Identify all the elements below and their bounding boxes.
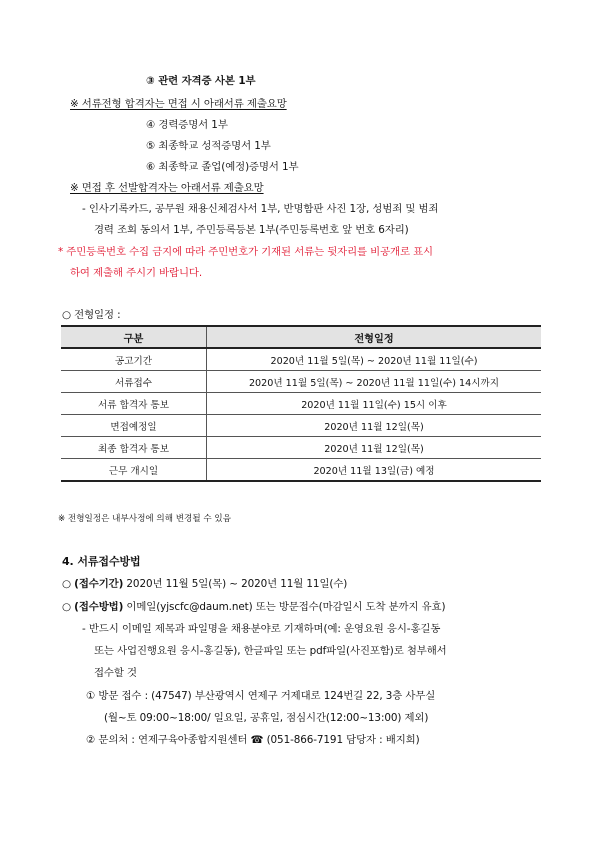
table-cell: 면접예정일 xyxy=(61,415,207,437)
required-document-item: ④ 경력증명서 1부 xyxy=(146,119,228,131)
bullet: ○ xyxy=(62,601,71,613)
section3-heading: ③ 관련 자격증 사본 1부 xyxy=(146,75,256,87)
document-note: ※ 서류전형 합격자는 면접 시 아래서류 제출요망 xyxy=(70,98,287,110)
contact-info: ② 문의처 : 연제구육아종합지원센터 ☎ (051-866-7191 담당자 : 배지희) xyxy=(86,734,420,746)
table-cell: 서류 합격자 통보 xyxy=(61,393,207,415)
email-instruction-line: 또는 사업진행요원 응시-홍길동), 한글파일 또는 pdf파일(사진포함)로 첨부해서 xyxy=(94,645,447,657)
bullet: ○ xyxy=(62,578,71,590)
visit-address: ① 방문 접수 : (47547) 부산광역시 연제구 거제대로 124번길 22, 3층 사무실 xyxy=(86,690,436,702)
schedule-footnote: ※ 전형일정은 내부사정에 의해 변경될 수 있음 xyxy=(58,514,232,524)
reception-period-value: 2020년 11월 5일(목) ~ 2020년 11월 11일(수) xyxy=(123,578,348,590)
table-row xyxy=(61,348,541,371)
reception-period xyxy=(62,575,347,590)
document-note: ※ 면접 후 선발합격자는 아래서류 제출요망 xyxy=(70,182,264,194)
reception-period-label: (접수기간) xyxy=(74,578,124,590)
final-documents-line: - 인사기록카드, 공무원 채용신체검사서 1부, 반명함판 사진 1장, 성범죄 및 범죄 xyxy=(82,203,439,215)
table-row xyxy=(61,459,541,482)
table-cell: 2020년 11월 11일(수) 15시 이후 xyxy=(207,393,542,415)
schedule-title: ○ 전형일정 : xyxy=(62,309,121,321)
table-cell: 공고기간 xyxy=(61,348,207,371)
table-cell: 2020년 11월 12일(목) xyxy=(207,437,542,459)
table-cell: 2020년 11월 5일(목) ~ 2020년 11월 11일(수) xyxy=(207,348,542,371)
privacy-warning: 하여 제출해 주시기 바랍니다. xyxy=(70,267,203,279)
reception-method-label: (접수방법) xyxy=(74,601,124,613)
table-header-row xyxy=(61,326,541,348)
column-header: 전형일정 xyxy=(207,326,542,348)
section4-heading: 4. 서류접수방법 xyxy=(62,555,141,568)
table-cell: 최종 합격자 통보 xyxy=(61,437,207,459)
privacy-warning: * 주민등록번호 수집 금지에 따라 주민번호가 기재된 서류는 뒷자리를 비공개로 표시 xyxy=(58,246,433,258)
table-row xyxy=(61,371,541,393)
table-row xyxy=(61,437,541,459)
table-cell: 서류접수 xyxy=(61,371,207,393)
email-instruction-line: 접수할 것 xyxy=(94,667,137,679)
table-row xyxy=(61,393,541,415)
table-cell: 2020년 11월 12일(목) xyxy=(207,415,542,437)
email-instruction-line: - 반드시 이메일 제목과 파일명을 채용분야로 기재하며(예: 운영요원 응시-홍길동 xyxy=(82,623,441,635)
table-row xyxy=(61,415,541,437)
column-header: 구분 xyxy=(61,326,207,348)
table-cell: 2020년 11월 13일(금) 예정 xyxy=(207,459,542,482)
reception-method-value: 이메일(yjscfc@daum.net) 또는 방문접수(마감일시 도착 분까지 유효) xyxy=(123,601,446,613)
table-cell: 근무 개시일 xyxy=(61,459,207,482)
visit-hours: (월~토 09:00~18:00/ 일요일, 공휴일, 점심시간(12:00~13:00) 제외) xyxy=(104,712,429,724)
required-document-item: ⑤ 최종학교 성적증명서 1부 xyxy=(146,140,271,152)
schedule-table xyxy=(61,325,541,482)
required-document-item: ⑥ 최종학교 졸업(예정)증명서 1부 xyxy=(146,161,299,173)
table-cell: 2020년 11월 5일(목) ~ 2020년 11월 11일(수) 14시까지 xyxy=(207,371,542,393)
reception-method xyxy=(62,598,445,613)
final-documents-line: 경력 조회 동의서 1부, 주민등록등본 1부(주민등록번호 앞 번호 6자리) xyxy=(94,224,409,236)
